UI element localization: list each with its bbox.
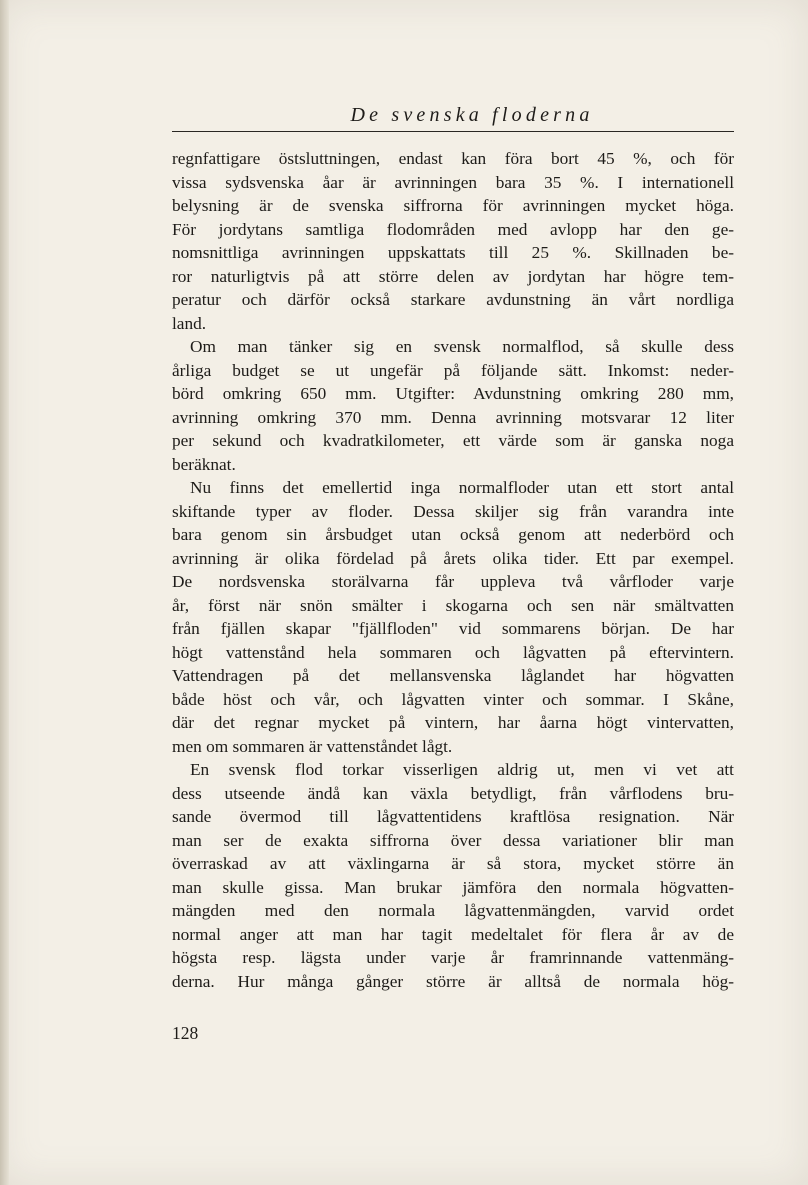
- text-line: år, först när snön smälter i skogarna och sen när smältvatten: [172, 595, 734, 615]
- text-line: man ser de exakta siffrorna över dessa variationer blir man: [172, 830, 734, 850]
- text-line: regnfattigare östsluttningen, endast kan föra bort 45 %, och för: [172, 149, 734, 168]
- text-line: börd omkring 650 mm. Utgifter: Avdunstning omkring 280 mm,: [172, 384, 734, 403]
- text-line: högt vattenstånd hela sommaren och lågvatten på eftervintern.: [172, 642, 734, 662]
- text-line: där det regnar mycket på vintern, har åarna högt vintervatten,: [172, 713, 734, 732]
- text-line: ror naturligtvis på att större delen av jordytan har högre tem-: [172, 266, 734, 286]
- text-line: belysning är de svenska siffrorna för avrinningen mycket höga.: [172, 196, 734, 215]
- text-line: både höst och vår, och lågvatten vinter och sommar. I Skåne,: [172, 689, 734, 709]
- text-line: Vattendragen på det mellansvenska låglandet har högvatten: [172, 666, 734, 685]
- text-line: avrinning är olika fördelad på årets olika tider. Ett par exempel.: [172, 548, 734, 568]
- text-line: En svensk flod torkar visserligen aldrig ut, men vi vet att: [190, 760, 734, 779]
- body-text: [172, 147, 734, 993]
- text-line: Om man tänker sig en svensk normalflod, så skulle dess: [190, 337, 734, 356]
- text-line: överraskad av att växlingarna är så stora, mycket större än: [172, 854, 734, 873]
- text-line: nomsnittliga avrinningen uppskattats till 25 %. Skillnaden be-: [172, 243, 734, 262]
- text-line: skiftande typer av floder. Dessa skiljer sig från varandra inte: [172, 501, 734, 521]
- text-line: dess utseende ändå kan växla betydligt, från vårflodens bru-: [172, 783, 734, 803]
- text-line: För jordytans samtliga flodområden med avlopp har den ge-: [172, 219, 734, 239]
- text-line: avrinning omkring 370 mm. Denna avrinning motsvarar 12 liter: [172, 407, 734, 427]
- text-line: peratur och därför också starkare avdunstning än vårt nordliga: [172, 290, 734, 309]
- page-number: 128: [172, 1023, 199, 1043]
- text-line: mängden med den normala lågvattenmängden, varvid ordet: [172, 901, 734, 920]
- text-line: De nordsvenska storälvarna får uppleva två vårfloder varje: [172, 572, 734, 591]
- text-line: normal anger att man har tagit medeltalet för flera år av de: [172, 924, 734, 944]
- text-line: vissa sydsvenska åar är avrinningen bara 35 %. I internationell: [172, 172, 734, 192]
- text-line: derna. Hur många gånger större är alltså de normala hög-: [172, 971, 734, 991]
- text-line: bara genom sin årsbudget utan också genom att nederbörd och: [172, 525, 734, 544]
- text-line: per sekund och kvadratkilometer, ett värde som är ganska noga: [172, 431, 734, 450]
- text-line: man skulle gissa. Man brukar jämföra den normala högvatten-: [172, 877, 734, 897]
- text-line: men om sommaren är vattenståndet lågt.: [172, 736, 453, 756]
- text-line: årliga budget se ut ungefär på följande sätt. Inkomst: neder-: [172, 360, 734, 380]
- text-line: sande övermod till lågvattentidens kraftlösa resignation. När: [172, 807, 734, 826]
- running-head: De svenska floderna: [350, 104, 594, 126]
- text-line: beräknat.: [172, 454, 236, 474]
- header-rule: [172, 131, 734, 132]
- text-line: land.: [172, 313, 207, 333]
- text-line: från fjällen skapar "fjällfloden" vid sommarens början. De har: [172, 619, 734, 638]
- text-line: högsta resp. lägsta under varje år framrinnande vattenmäng-: [172, 948, 734, 967]
- page-spine-shadow: [0, 0, 9, 1185]
- text-line: Nu finns det emellertid inga normalfloder utan ett stort antal: [190, 478, 734, 497]
